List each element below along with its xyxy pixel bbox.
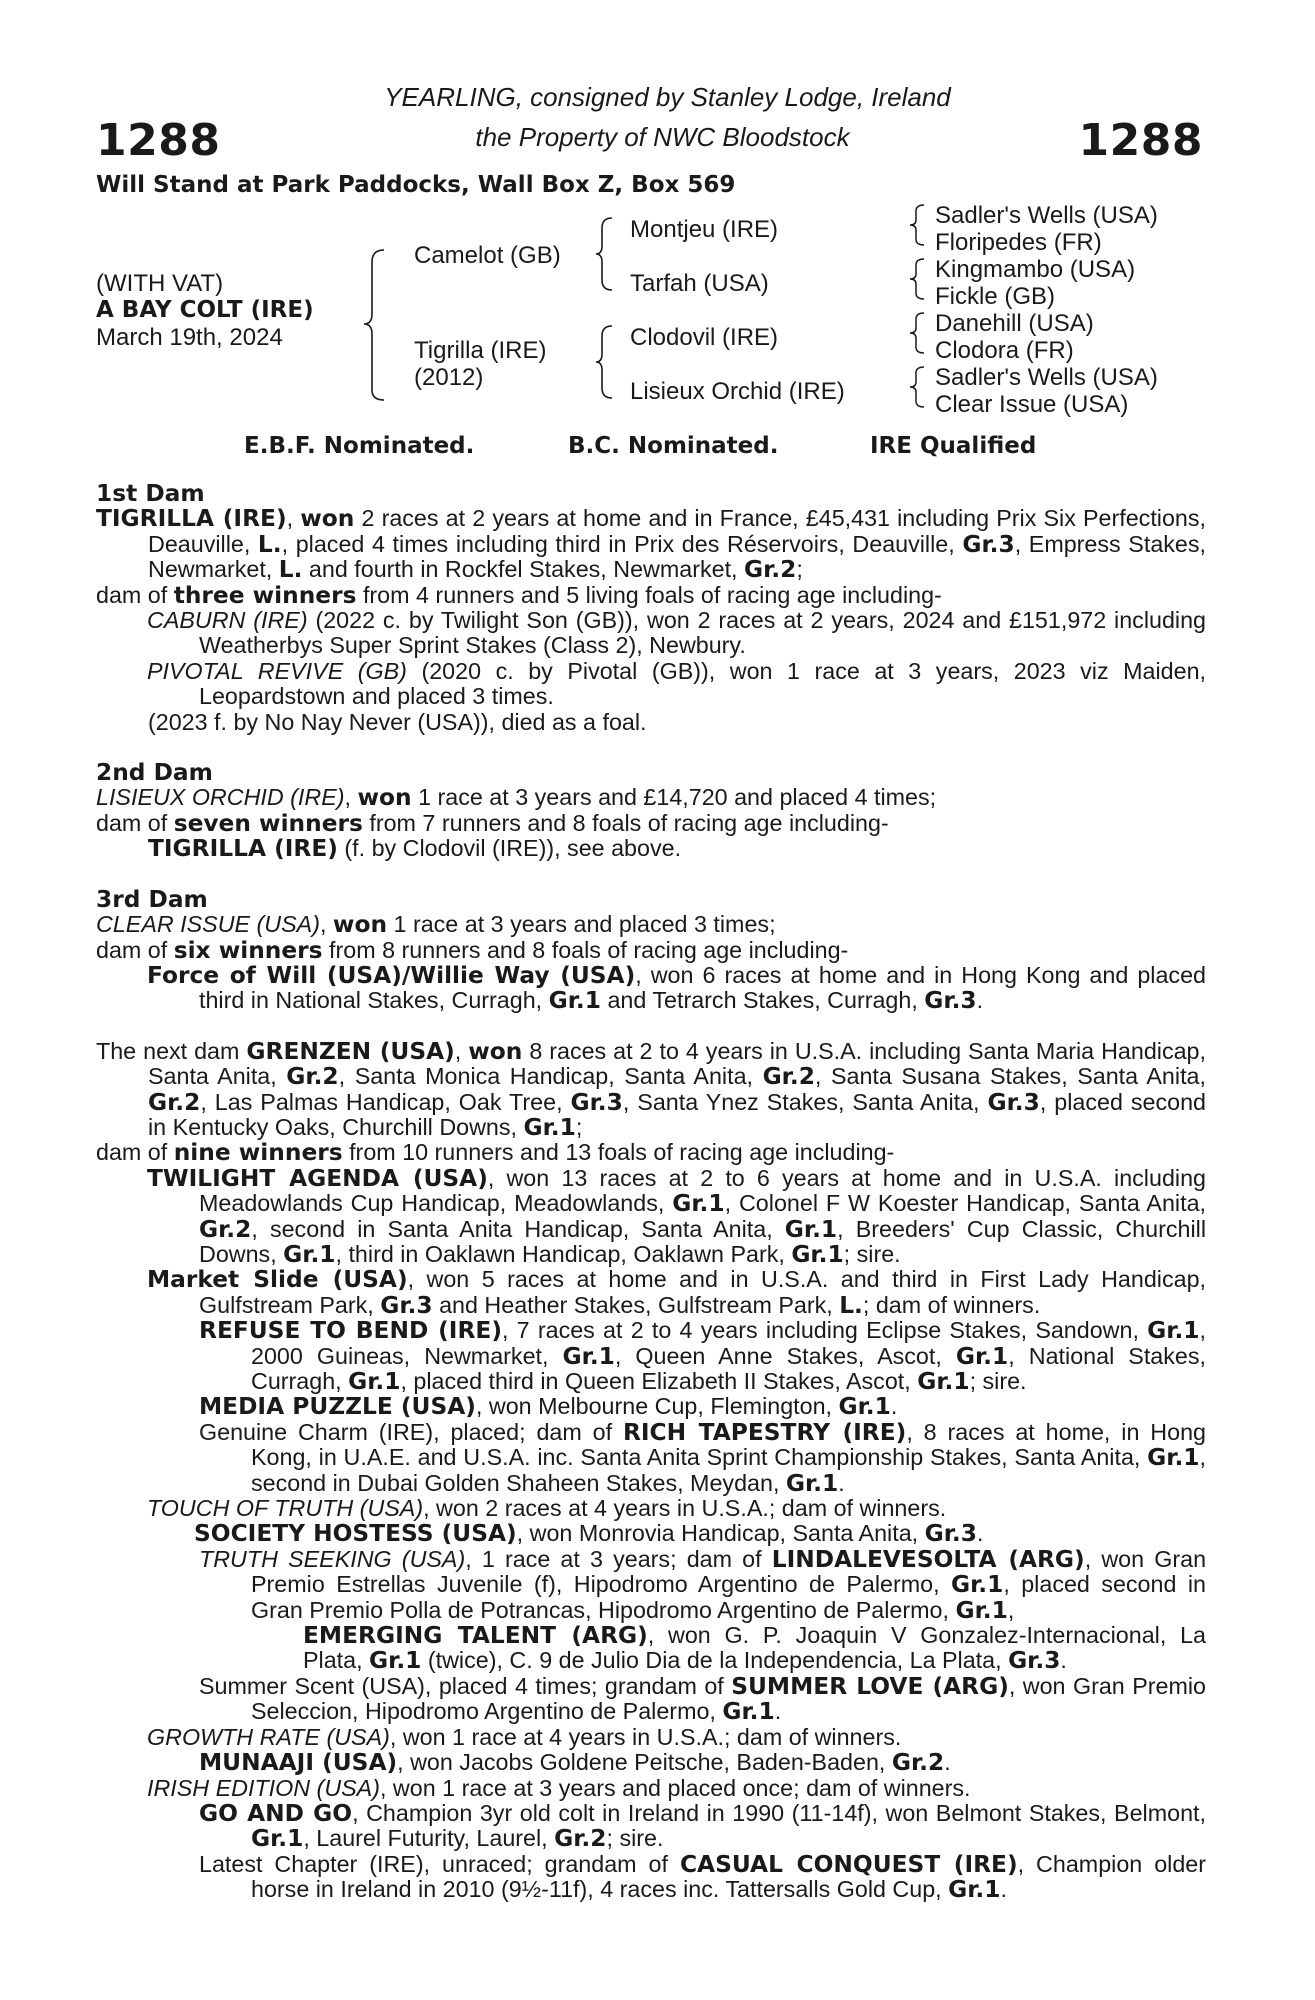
- produce-entry: SOCIETY HOSTESS (USA), won Monrovia Handicap, Santa Anita, Gr.3.: [194, 1520, 984, 1548]
- gen4-2: Floripedes (FR): [935, 229, 1102, 256]
- produce-summary: dam of nine winners from 10 runners and 13 foals of racing age including-: [96, 1139, 895, 1167]
- produce-entry: CABURN (IRE) (2022 c. by Twilight Son (GB)), won 2 races at 2 years, 2024 and £151,972 including Weatherbys Super Sprint Stakes (Class 2), Newbury.: [147, 607, 1207, 659]
- dam-entry: TIGRILLA (IRE), won 2 races at 2 years at home and in France, £45,431 including Prix Six Perfections, Deauville, L., placed 4 times including third in Prix des Réservoirs, Deauville, Gr.3, Empress Stakes, Newmarket, L. and fourth in Rockfel Stakes, Newmarket, Gr.2;: [96, 505, 1206, 584]
- catalogue-body: [96, 481, 1206, 1903]
- consignor-line: YEARLING, consigned by Stanley Lodge, Ireland: [384, 82, 951, 112]
- dam-entry: LISIEUX ORCHID (IRE), won 1 race at 3 years and £14,720 and placed 4 times;: [96, 784, 937, 812]
- pedigree-brace-g4-4: [906, 363, 928, 411]
- lot-number-left: 1288: [96, 115, 221, 166]
- gen4-5: Danehill (USA): [935, 310, 1094, 337]
- pedigree-brace-main: [360, 242, 390, 407]
- gen3-dam-dam: Lisieux Orchid (IRE): [630, 378, 845, 405]
- sire-name: Camelot (GB): [414, 242, 561, 269]
- produce-entry: Summer Scent (USA), placed 4 times; grandam of SUMMER LOVE (ARG), won Gran Premio Seleccion, Hipodromo Argentino de Palermo, Gr.1.: [199, 1672, 1206, 1726]
- produce-entry: EMERGING TALENT (ARG), won G. P. Joaquin V Gonzalez-Internacional, La Plata, Gr.1 (twice), C. 9 de Julio Dia de la Independencia, La Plata, Gr.3.: [303, 1622, 1206, 1675]
- produce-entry: MEDIA PUZZLE (USA), won Melbourne Cup, Flemington, Gr.1.: [199, 1393, 898, 1421]
- gen4-8: Clear Issue (USA): [935, 391, 1129, 418]
- produce-entry: Genuine Charm (IRE), placed; dam of RICH TAPESTRY (IRE), 8 races at home, in Hong Kong, in U.A.E. and U.S.A. inc. Santa Anita Sprint Championship Stakes, Santa Anita, Gr.1, second in Dubai Golden Shaheen Stakes, Meydan, Gr.1.: [199, 1418, 1206, 1497]
- produce-entry: GROWTH RATE (USA), won 1 race at 4 years in U.S.A.; dam of winners.: [147, 1723, 902, 1750]
- produce-entry: (2023 f. by No Nay Never (USA)), died as a foal.: [148, 708, 647, 735]
- stand-location: Will Stand at Park Paddocks, Wall Box Z, Box 569: [96, 172, 736, 198]
- produce-entry: IRISH EDITION (USA), won 1 race at 3 years and placed once; dam of winners.: [147, 1774, 971, 1801]
- gen4-3: Kingmambo (USA): [935, 256, 1136, 283]
- next-dam-entry: The next dam GRENZEN (USA), won 8 races at 2 to 4 years in U.S.A. including Santa Maria Handicap, Santa Anita, Gr.2, Santa Monica Handicap, Santa Anita, Gr.2, Santa Susana Stakes, Santa Anita, Gr.2, Las Palmas Handicap, Oak Tree, Gr.3, Santa Ynez Stakes, Santa Anita, Gr.3, placed second in Kentucky Oaks, Churchill Downs, Gr.1;: [96, 1037, 1206, 1141]
- dam-year: (2012): [414, 364, 484, 391]
- ire-qualified: IRE Qualified: [870, 433, 1037, 459]
- ebf-nomination: E.B.F. Nominated.: [244, 433, 475, 459]
- foaling-date: March 19th, 2024: [96, 324, 283, 351]
- vat-label: (WITH VAT): [96, 270, 224, 297]
- pedigree-brace-sire: [592, 212, 616, 296]
- lot-number-right: 1288: [1078, 115, 1203, 166]
- pedigree-brace-g4-2: [906, 255, 928, 303]
- produce-entry: MUNAAJI (USA), won Jacobs Goldene Peitsche, Baden-Baden, Gr.2.: [199, 1749, 951, 1777]
- produce-entry: TWILIGHT AGENDA (USA), won 13 races at 2 to 6 years at home and in U.S.A. including Meadowlands Cup Handicap, Meadowlands, Gr.1, Colonel F W Koester Handicap, Santa Anita, Gr.2, second in Santa Anita Handicap, Santa Anita, Gr.1, Breeders' Cup Classic, Churchill Downs, Gr.1, third in Oaklawn Handicap, Oaklawn Park, Gr.1; sire.: [147, 1164, 1206, 1268]
- gen4-4: Fickle (GB): [935, 283, 1055, 310]
- bc-nomination: B.C. Nominated.: [568, 433, 779, 459]
- gen3-sire-sire: Montjeu (IRE): [630, 216, 779, 243]
- pedigree-brace-g4-3: [906, 309, 928, 357]
- produce-entry: Force of Will (USA)/Willie Way (USA), won 6 races at home and in Hong Kong and placed third in National Stakes, Curragh, Gr.1 and Tetrarch Stakes, Curragh, Gr.3.: [147, 961, 1206, 1015]
- gen4-7: Sadler's Wells (USA): [935, 364, 1158, 391]
- horse-name: A BAY COLT (IRE): [96, 297, 314, 323]
- produce-entry: Latest Chapter (IRE), unraced; grandam of CASUAL CONQUEST (IRE), Champion older horse in Ireland in 2010 (9½-11f), 4 races inc. Tattersalls Gold Cup, Gr.1.: [199, 1850, 1206, 1904]
- produce-entry: TRUTH SEEKING (USA), 1 race at 3 years; dam of LINDALEVESOLTA (ARG), won Gran Premio Estrellas Juvenile (f), Hipodromo Argentino de Palermo, Gr.1, placed second in Gran Premio Polla de Potrancas, Hipodromo Argentino de Palermo, Gr.1,: [199, 1545, 1207, 1624]
- produce-entry: Market Slide (USA), won 5 races at home and in U.S.A. and third in First Lady Handicap, Gulfstream Park, Gr.3 and Heather Stakes, Gulfstream Park, L.; dam of winners.: [147, 1266, 1206, 1319]
- produce-entry: REFUSE TO BEND (IRE), 7 races at 2 to 4 years including Eclipse Stakes, Sandown, Gr.1, 2000 Guineas, Newmarket, Gr.1, Queen Anne Stakes, Ascot, Gr.1, National Stakes, Curragh, Gr.1, placed third in Queen Elizabeth II Stakes, Ascot, Gr.1; sire.: [199, 1317, 1206, 1395]
- produce-entry: TIGRILLA (IRE) (f. by Clodovil (IRE)), see above.: [148, 835, 682, 863]
- dam-entry: CLEAR ISSUE (USA), won 1 race at 3 years and placed 3 times;: [96, 911, 776, 939]
- property-line: the Property of NWC Bloodstock: [475, 122, 850, 152]
- gen4-6: Clodora (FR): [935, 337, 1074, 364]
- gen3-sire-dam: Tarfah (USA): [630, 270, 769, 297]
- produce-summary: dam of three winners from 4 runners and 5 living foals of racing age including-: [96, 581, 942, 609]
- section-heading-3rd-dam: 3rd Dam: [96, 885, 208, 913]
- produce-summary: dam of six winners from 8 runners and 8 foals of racing age including-: [96, 936, 849, 964]
- pedigree-brace-dam: [592, 320, 616, 404]
- produce-entry: PIVOTAL REVIVE (GB) (2020 c. by Pivotal (GB)), won 1 race at 3 years, 2023 viz Maiden, Leopardstown and placed 3 times.: [147, 657, 1206, 710]
- section-heading-1st-dam: 1st Dam: [96, 480, 205, 507]
- produce-summary: dam of seven winners from 7 runners and 8 foals of racing age including-: [96, 809, 889, 837]
- gen4-1: Sadler's Wells (USA): [935, 202, 1158, 229]
- pedigree-brace-g4-1: [906, 201, 928, 249]
- produce-entry: GO AND GO, Champion 3yr old colt in Ireland in 1990 (11-14f), won Belmont Stakes, Belmont, Gr.1, Laurel Futurity, Laurel, Gr.2; sire.: [199, 1799, 1206, 1853]
- section-heading-2nd-dam: 2nd Dam: [96, 759, 213, 787]
- dam-name: Tigrilla (IRE): [414, 337, 547, 364]
- produce-entry: TOUCH OF TRUTH (USA), won 2 races at 4 years in U.S.A.; dam of winners.: [147, 1495, 947, 1522]
- gen3-dam-sire: Clodovil (IRE): [630, 324, 779, 351]
